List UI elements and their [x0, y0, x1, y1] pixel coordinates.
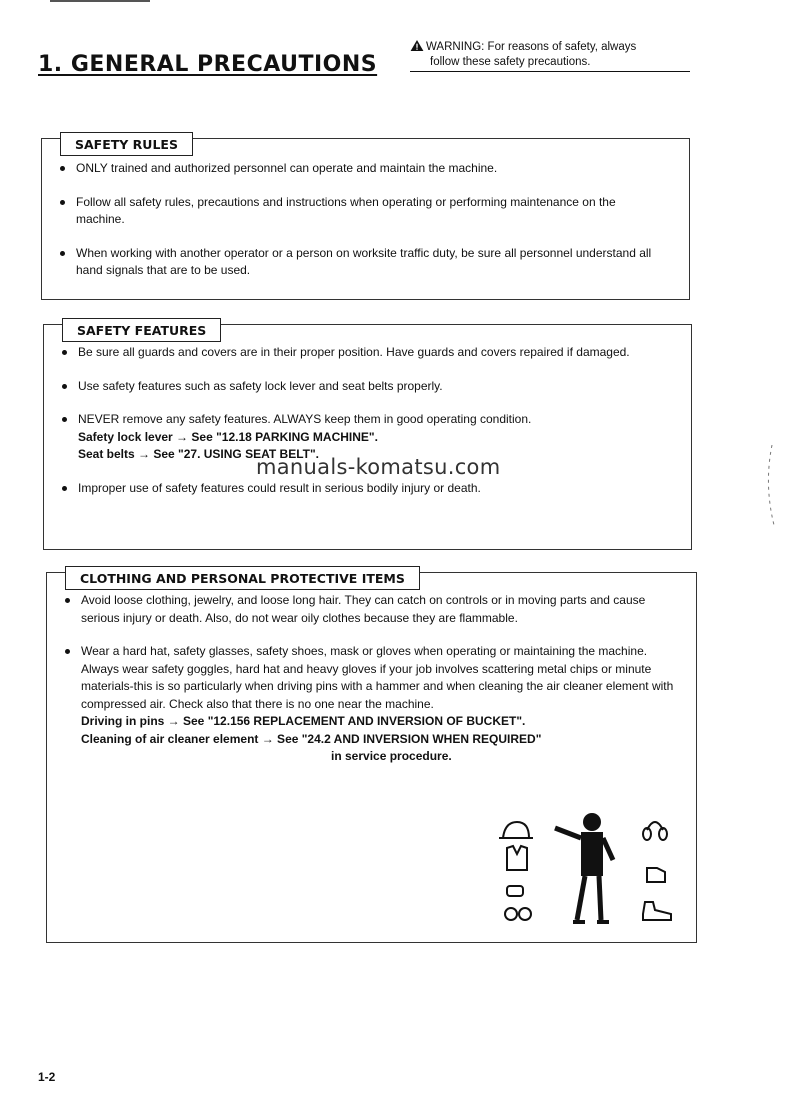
- safety-rules-label: SAFETY RULES: [60, 132, 193, 156]
- page-title: 1. GENERAL PRECAUTIONS: [38, 52, 378, 77]
- worker-figure: [555, 813, 613, 922]
- vest-icon: [507, 846, 527, 870]
- reference-safety-lock-lever: Safety lock lever → See "12.18 PARKING MACHINE".: [78, 429, 378, 444]
- hard-hat-icon: [499, 822, 533, 838]
- warning-icon: [410, 40, 424, 51]
- list-item: Improper use of safety features could result in serious bodily injury or death.: [60, 480, 670, 498]
- warning-text-line2: follow these safety precautions.: [430, 56, 591, 68]
- shoes-icon: [643, 902, 671, 920]
- clothing-list: [63, 592, 678, 782]
- goggles-icon: [505, 908, 531, 920]
- mask-icon: [507, 886, 523, 896]
- list-item-text: NEVER remove any safety features. ALWAYS keep them in good operating condition.: [78, 412, 532, 426]
- scan-mark: [50, 0, 150, 2]
- warning-note: [410, 40, 690, 72]
- list-item: [63, 643, 678, 766]
- watermark: manuals-komatsu.com: [256, 455, 501, 479]
- clothing-label: CLOTHING AND PERSONAL PROTECTIVE ITEMS: [65, 566, 420, 590]
- ear-muffs-icon: [643, 822, 667, 840]
- reference-air-cleaner: Cleaning of air cleaner element → See "24.2 AND INVERSION WHEN REQUIRED": [81, 731, 542, 746]
- reference-service-procedure: in service procedure.: [331, 749, 452, 763]
- list-item: Follow all safety rules, precautions and instructions when operating or performing maintenance on the machine.: [58, 194, 663, 229]
- list-item: ONLY trained and authorized personnel can operate and maintain the machine.: [58, 160, 663, 178]
- page-number: 1-2: [38, 1070, 56, 1084]
- list-item: When working with another operator or a person on worksite traffic duty, be sure all personnel understand all hand signals that are to be used.: [58, 245, 663, 280]
- scan-edge-mark: [762, 445, 776, 525]
- reference-seat-belts: Seat belts → See "27. USING SEAT BELT".: [78, 447, 319, 461]
- safety-features-list: [60, 344, 670, 513]
- safety-features-label: SAFETY FEATURES: [62, 318, 221, 342]
- warning-text-line1: WARNING: For reasons of safety, always: [426, 41, 637, 53]
- protective-gear-illustration: [495, 810, 685, 930]
- list-item: Be sure all guards and covers are in their proper position. Have guards and covers repaired if damaged.: [60, 344, 670, 362]
- list-item-text: Wear a hard hat, safety glasses, safety shoes, mask or gloves when operating or maintaining the machine. Always wear safety goggles, hard hat and heavy gloves if your job involves scattering metal chips or minute materials-this is so particularly when driving pins with a hammer and when cleaning the air cleaner element with compressed air. Check also that there is no one near the machine.: [81, 644, 674, 711]
- list-item: Avoid loose clothing, jewelry, and loose long hair. They can catch on controls or in moving parts and cause serious injury or death. Also, do not wear oily clothes because they are flammable.: [63, 592, 678, 627]
- safety-rules-list: [58, 160, 663, 296]
- gloves-icon: [647, 868, 665, 882]
- list-item: Use safety features such as safety lock lever and seat belts properly.: [60, 378, 670, 396]
- reference-driving-pins: Driving in pins → See "12.156 REPLACEMENT AND INVERSION OF BUCKET".: [81, 714, 526, 728]
